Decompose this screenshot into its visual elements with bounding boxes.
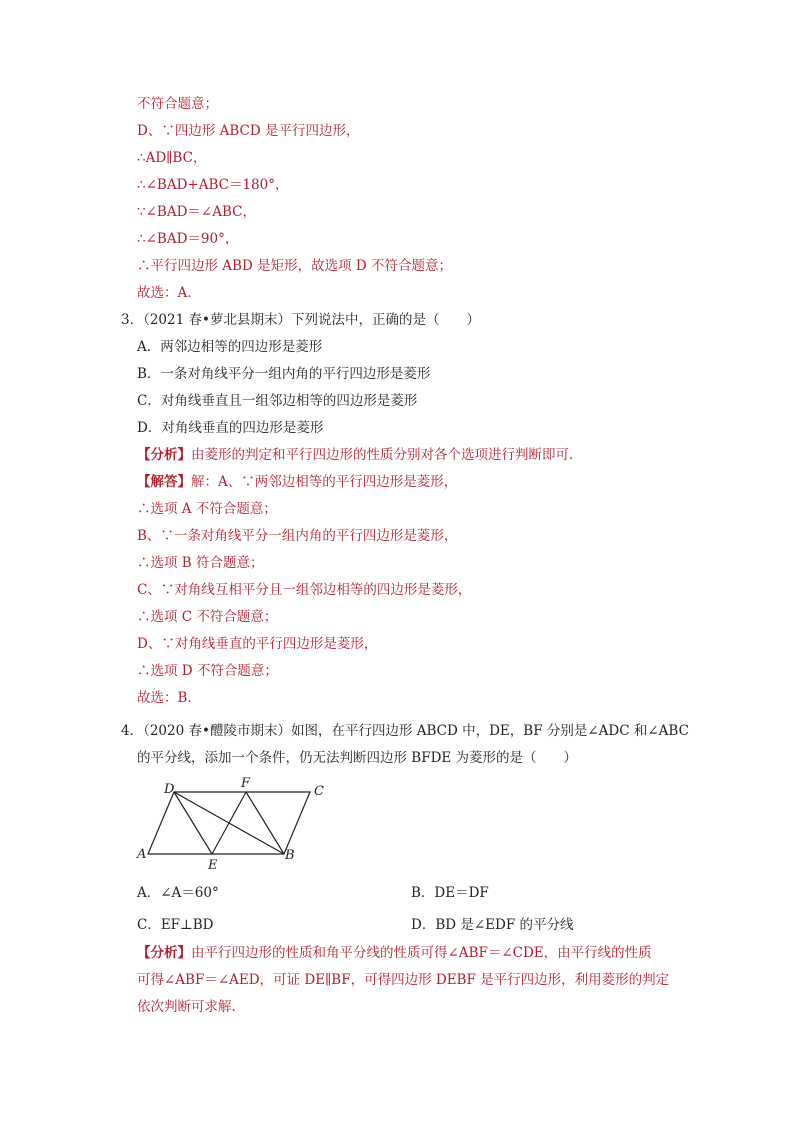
q4-analysis-line-1: 由平行四边形的性质和角平分线的性质可得∠ABF＝∠CDE，由平行线的性质	[191, 945, 652, 961]
solution-line-6: ∴∠BAD＝90°，	[137, 231, 239, 247]
q3-answer-line-8: ∴选项 D 不符合题意；	[137, 663, 278, 679]
q4-option-d: D．BD 是∠EDF 的平分线	[411, 917, 574, 933]
label-a: A	[137, 847, 147, 862]
q3-answer-line-5: C、∵对角线互相平分且一组邻边相等的四边形是菱形，	[137, 582, 472, 598]
label-e: E	[208, 858, 218, 873]
q4-analysis-line-2: 可得∠ABF＝∠AED，可证 DE∥BF，可得四边形 DEBF 是平行四边形，利用菱形的判定	[137, 972, 670, 988]
segment-de	[174, 792, 212, 854]
q3-option-a: A．两邻边相等的四边形是菱形	[137, 339, 323, 355]
label-f: F	[241, 776, 251, 791]
label-c: C	[314, 784, 324, 799]
q3-option-d: D．对角线垂直的四边形是菱形	[137, 420, 324, 436]
q3-analysis-text: 由菱形的判定和平行四边形的性质分别对各个选项进行判断即可．	[191, 447, 583, 463]
q3-analysis	[137, 446, 583, 464]
q4-option-b: B．DE＝DF	[411, 885, 489, 901]
question-4-stem-line-1: 4．（2020 春•醴陵市期末）如图，在平行四边形 ABCD 中，DE，BF 分别是∠ADC 和∠ABC	[121, 723, 689, 739]
parallelogram-figure	[134, 774, 334, 874]
q4-analysis-line-3: 依次判断可求解．	[137, 999, 245, 1015]
solution-line-2: D、∵四边形 ABCD 是平行四边形，	[137, 123, 360, 139]
q4-analysis	[137, 944, 652, 962]
q3-answer-line-2: ∴选项 A 不符合题意；	[137, 501, 277, 517]
segment-fb	[246, 792, 284, 854]
q4-analysis-tag: 【分析】	[137, 945, 191, 961]
q3-answer-line-6: ∴选项 C 不符合题意；	[137, 609, 278, 625]
q3-answer-line-1: 解：A、∵两邻边相等的平行四边形是菱形，	[191, 474, 458, 490]
q3-answer-choice: 故选：B．	[137, 690, 201, 706]
analysis-tag: 【分析】	[137, 447, 191, 463]
question-4-stem-line-2: 的平分线，添加一个条件，仍无法判断四边形 BFDE 为菱形的是（ ）	[137, 750, 578, 766]
q4-option-a: A．∠A＝60°	[137, 885, 219, 901]
question-3-stem: 3．（2021 春•萝北县期末）下列说法中，正确的是（ ）	[121, 312, 480, 328]
solution-line-7: ∴平行四边形 ABD 是矩形，故选项 D 不符合题意；	[137, 258, 452, 274]
solution-choice: 故选：A．	[137, 285, 201, 301]
q4-option-c: C．EF⊥BD	[137, 917, 214, 933]
solution-line-5: ∵∠BAD＝∠ABC，	[137, 204, 256, 220]
answer-tag: 【解答】	[137, 474, 191, 490]
label-b: B	[285, 848, 295, 863]
q3-answer-line-4: ∴选项 B 符合题意；	[137, 555, 264, 571]
q3-answer-line-3: B、∵一条对角线平分一组内角的平行四边形是菱形，	[137, 528, 458, 544]
segment-fe	[212, 792, 246, 854]
q3-option-b: B．一条对角线平分一组内角的平行四边形是菱形	[137, 366, 431, 382]
q3-answer	[137, 473, 457, 491]
label-d: D	[164, 782, 175, 797]
q3-option-c: C．对角线垂直且一组邻边相等的四边形是菱形	[137, 393, 418, 409]
q3-answer-line-7: D、∵对角线垂直的平行四边形是菱形，	[137, 636, 378, 652]
solution-line-4: ∴∠BAD+ABC＝180°，	[137, 177, 289, 193]
solution-line-1: 不符合题意；	[137, 96, 218, 112]
solution-line-3: ∴AD∥BC，	[137, 150, 207, 166]
